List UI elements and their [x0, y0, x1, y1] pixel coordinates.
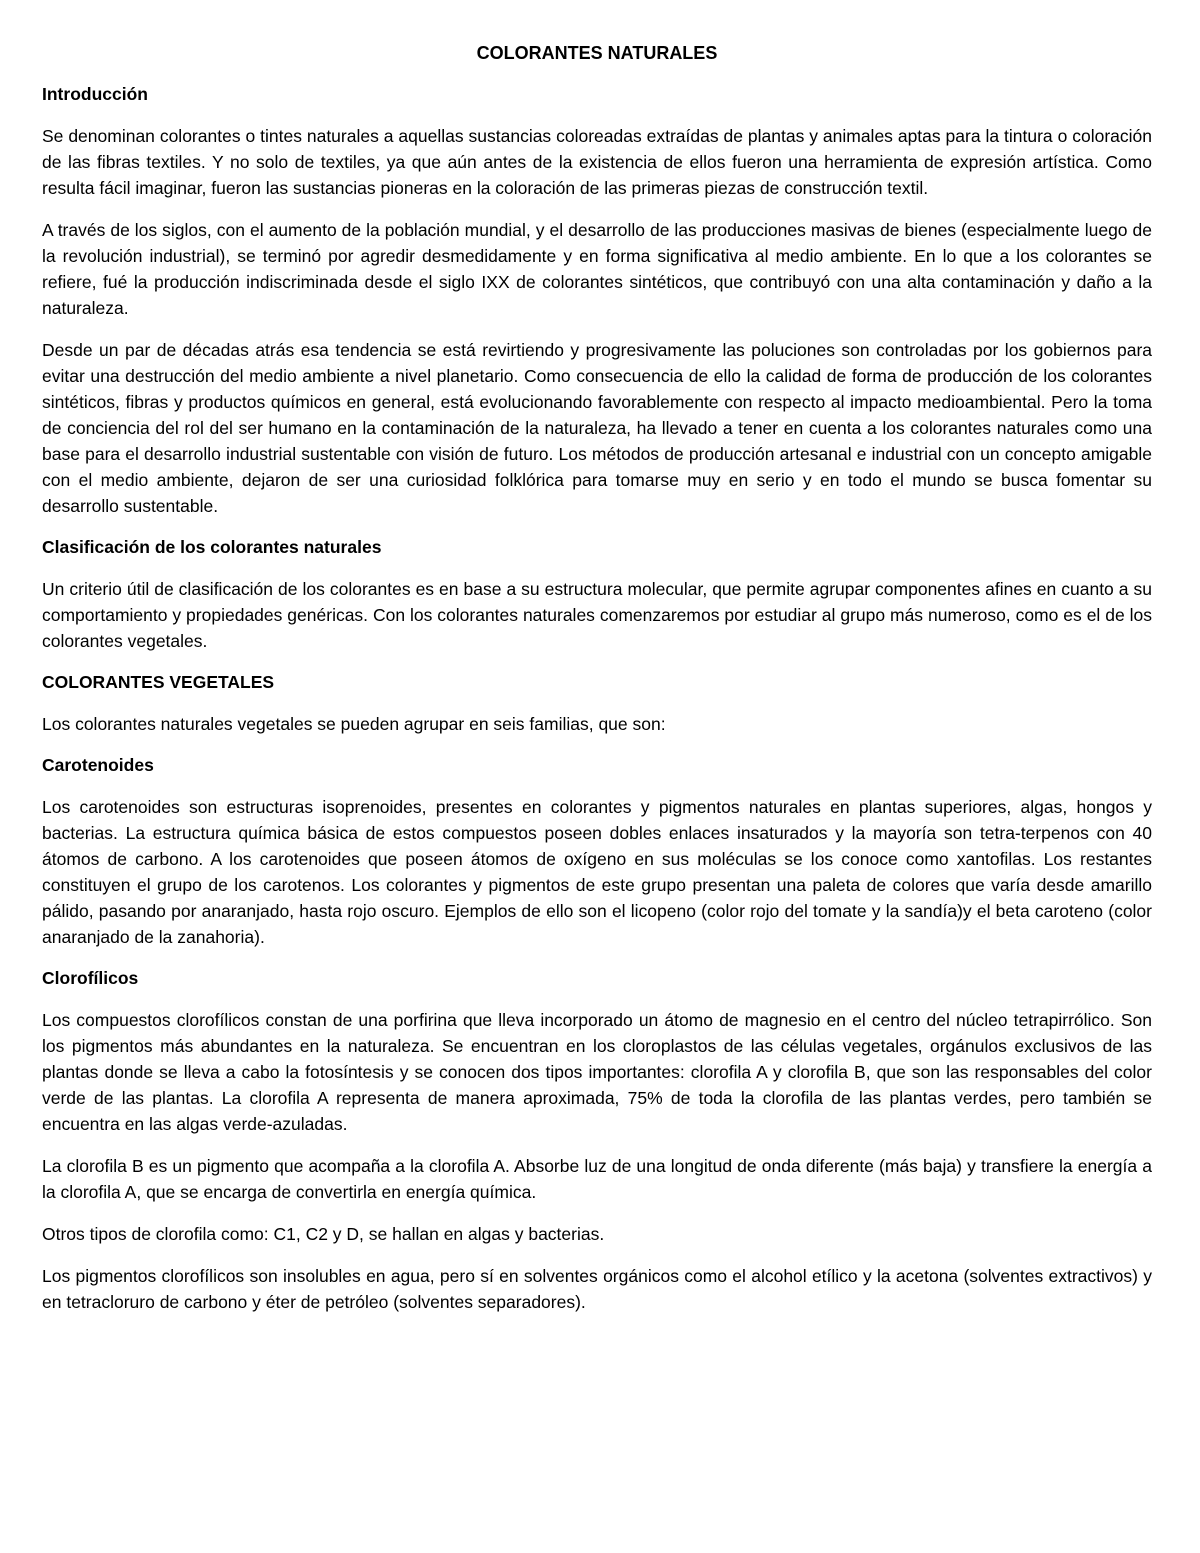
heading-clorofilicos: Clorofílicos — [42, 968, 139, 988]
paragraph-intro-1: Se denominan colorantes o tintes naturales a aquellas sustancias coloreadas extraídas de plantas y animales aptas para la tintura o coloración de las fibras textiles. Y no solo de textiles, ya que aún antes de la existencia de ellos fueron una herramienta de expresión artística. Como resulta fácil imaginar, fueron las sustancias pioneras en la coloración de las primeras piezas de construcción textil. — [42, 126, 1152, 198]
paragraph-clorofilicos-1: Los compuestos clorofílicos constan de una porfirina que lleva incorporado un átomo de magnesio en el centro del núcleo tetrapirrólico. Son los pigmentos más abundantes en la naturaleza. Se encuentran en los cloroplastos de las células vegetales, orgánulos exclusivos de las plantas donde se lleva a cabo la fotosíntesis y se conocen dos tipos importantes: clorofila A y clorofila B, que son las responsables del color verde de las plantas. La clorofila A representa de manera aproximada, 75% de toda la clorofila de las plantas verdes, pero también se encuentra en las algas verde-azuladas. — [42, 1010, 1152, 1134]
paragraph-clorofilicos-4: Los pigmentos clorofílicos son insolubles en agua, pero sí en solventes orgánicos como el alcohol etílico y la acetona (solventes extractivos) y en tetracloruro de carbono y éter de petróleo (solventes separadores). — [42, 1266, 1152, 1312]
heading-introduccion: Introducción — [42, 84, 148, 104]
document-page — [42, 40, 1152, 1331]
paragraph-intro-2: A través de los siglos, con el aumento de la población mundial, y el desarrollo de las producciones masivas de bienes (especialmente luego de la revolución industrial), se terminó por agredir desmedidamente y en forma significativa al medio ambiente. En lo que a los colorantes se refiere, fué la producción indiscriminada desde el siglo IXX de colorantes sintéticos, que contribuyó con una alta contaminación y daño a la naturaleza. — [42, 220, 1152, 318]
paragraph-clorofilicos-3: Otros tipos de clorofila como: C1, C2 y D, se hallan en algas y bacterias. — [42, 1224, 605, 1244]
paragraph-intro-3: Desde un par de décadas atrás esa tendencia se está revirtiendo y progresivamente las poluciones son controladas por los gobiernos para evitar una destrucción del medio ambiente a nivel planetario. Como consecuencia de ello la calidad de forma de producción de los colorantes sintéticos, fibras y productos químicos en general, está evolucionando favorablemente con respecto al impacto medioambiental. Pero la toma de conciencia del rol del ser humano en la contaminación de la naturaleza, ha llevado a tener en cuenta a los colorantes naturales como una base para el desarrollo industrial sustentable con visión de futuro. Los métodos de producción artesanal e industrial con un concepto amigable con el medio ambiente, dejaron de ser una curiosidad folklórica para tomarse muy en serio y en todo el mundo se busca fomentar su desarrollo sustentable. — [42, 340, 1152, 516]
paragraph-carotenoides-1: Los carotenoides son estructuras isoprenoides, presentes en colorantes y pigmentos naturales en plantas superiores, algas, hongos y bacterias. La estructura química básica de estos compuestos poseen dobles enlaces insaturados y la mayoría son tetra-terpenos con 40 átomos de carbono. A los carotenoides que poseen átomos de oxígeno en sus moléculas se los conoce como xantofilas. Los restantes constituyen el grupo de los carotenos. Los colorantes y pigmentos de este grupo presentan una paleta de colores que varía desde amarillo pálido, pasando por anaranjado, hasta rojo oscuro. Ejemplos de ello son el licopeno (color rojo del tomate y la sandía)y el beta caroteno (color anaranjado de la zanahoria). — [42, 797, 1152, 947]
paragraph-clorofilicos-2: La clorofila B es un pigmento que acompaña a la clorofila A. Absorbe luz de una longitud de onda diferente (más baja) y transfiere la energía a la clorofila A, que se encarga de convertirla en energía química. — [42, 1156, 1152, 1202]
paragraph-clasificacion-1: Un criterio útil de clasificación de los colorantes es en base a su estructura molecular, que permite agrupar componentes afines en cuanto a su comportamiento y propiedades genéricas. Con los colorantes naturales comenzaremos por estudiar al grupo más numeroso, como es el de los colorantes vegetales. — [42, 579, 1152, 651]
heading-carotenoides: Carotenoides — [42, 755, 154, 775]
heading-clasificacion: Clasificación de los colorantes naturales — [42, 537, 382, 557]
document-title: COLORANTES NATURALES — [476, 43, 718, 63]
heading-colorantes-vegetales: COLORANTES VEGETALES — [42, 672, 275, 692]
paragraph-vegetales-1: Los colorantes naturales vegetales se pueden agrupar en seis familias, que son: — [42, 714, 666, 734]
